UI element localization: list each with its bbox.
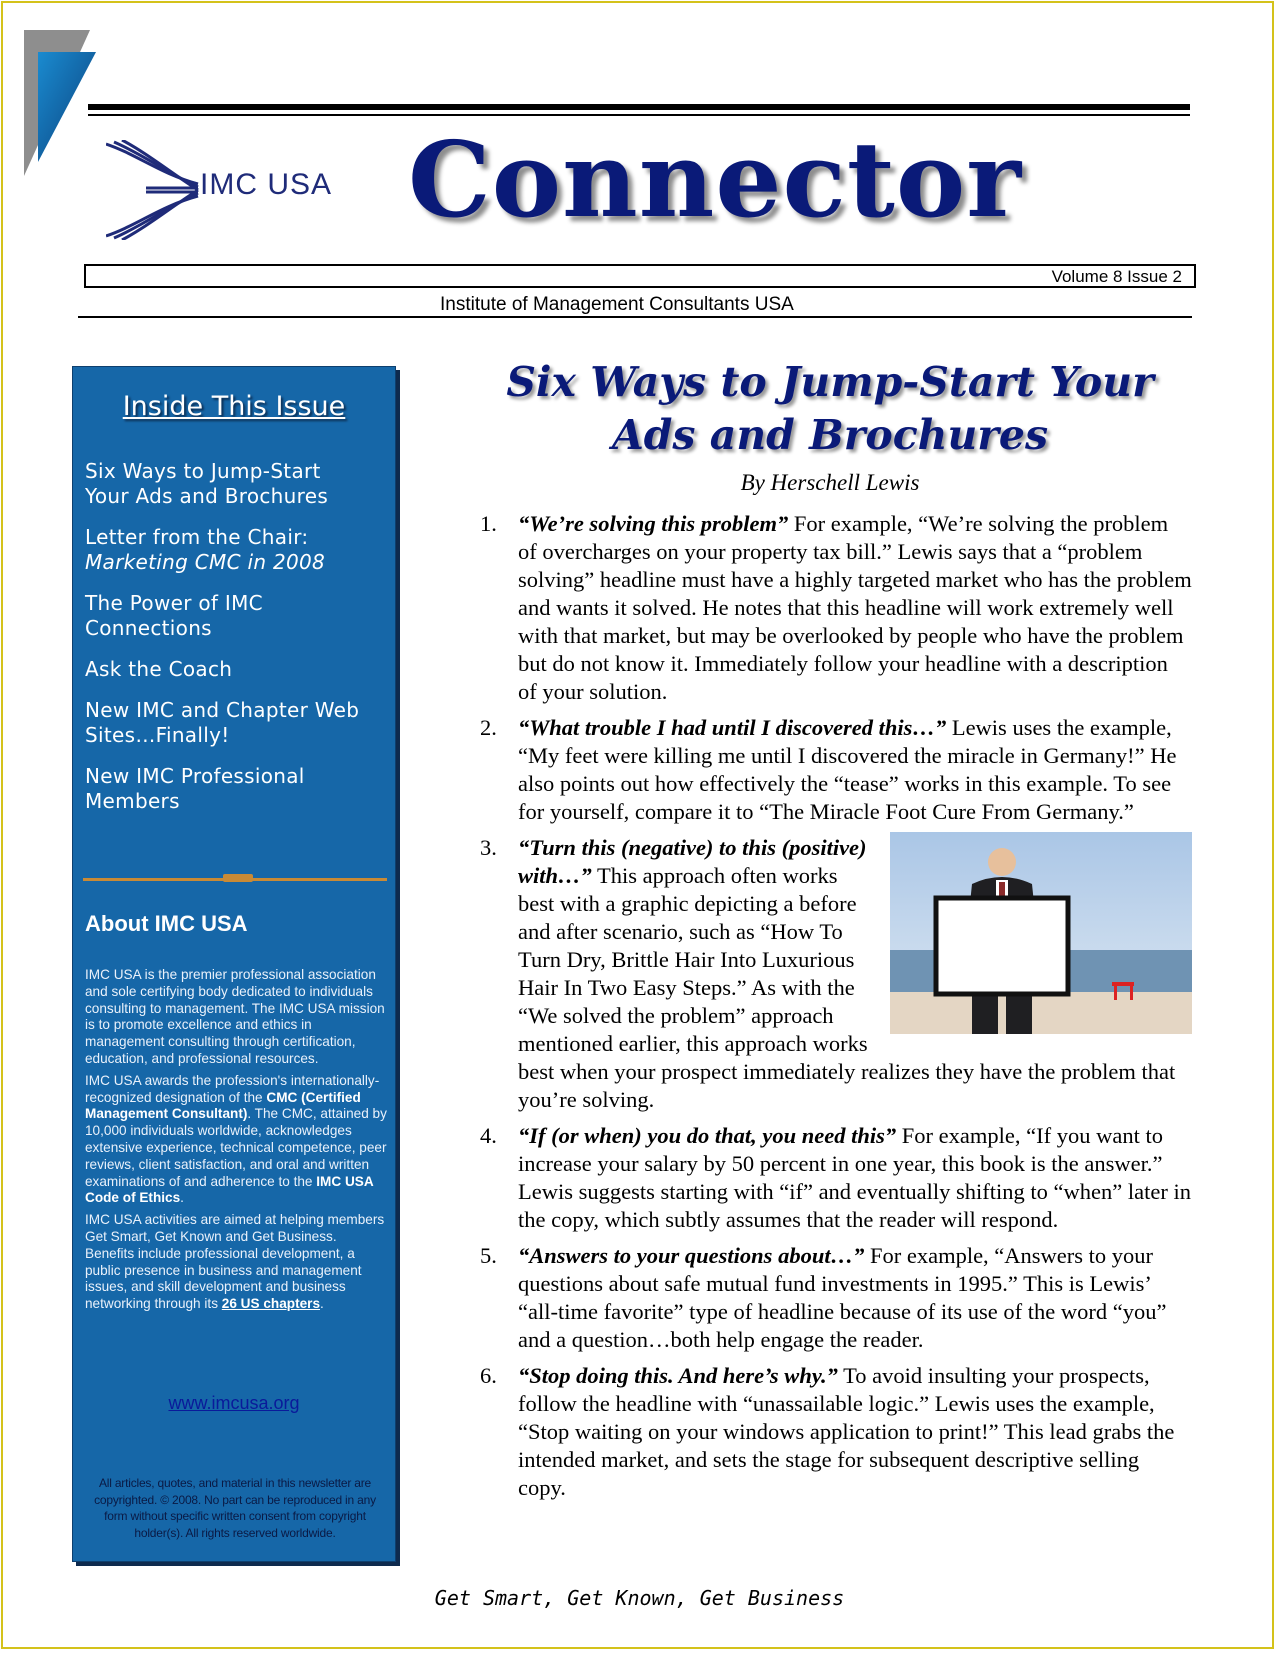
toc-item[interactable]: Ask the Coach	[85, 657, 233, 681]
toc-item[interactable]: New IMC and Chapter Web Sites…Finally!	[85, 698, 360, 747]
article-byline: By Herschell Lewis	[740, 470, 920, 495]
list-item: 3. “Turn this (negative) to this (positive) with…” This approach often works best with a graphic depicting a before and after scenario, such as “How To Turn Dry, Brittle Hair Into Luxurious Hair In Two Easy Steps.” As with the “We solved the problem” approach mentioned earlier, this approach works best when your prospect immediately realizes they have the problem that you’re solving.	[480, 834, 1192, 1114]
header-rule-thin	[88, 114, 1190, 116]
volume-bar	[84, 264, 1196, 288]
corner-ribbon-graphic	[24, 30, 104, 176]
toc-item[interactable]: The Power of IMC Connections	[85, 591, 263, 640]
chapters-link[interactable]: 26 US chapters	[221, 1296, 321, 1312]
logo-wordmark: IMC USA	[200, 168, 333, 201]
list-item: 6. “Stop doing this. And here’s why.” To avoid insulting your prospects, follow the headline with “unassailable logic.” Lewis uses the example, “Stop waiting on your windows application to print!” This lead grabs the intended market, and sets the stage for subsequent descriptive selling copy.	[480, 1363, 1175, 1500]
toc-item[interactable]: Letter from the Chair: Marketing CMC in 2008	[85, 525, 326, 574]
businessman-holding-sign-photo	[890, 832, 1192, 1034]
organization-name: Institute of Management Consultants USA	[440, 294, 794, 315]
about-text	[85, 967, 389, 1318]
article-list	[480, 510, 1192, 1510]
sidebar-panel	[72, 366, 396, 1562]
list-item: 1. “We’re solving this problem” For example, “We’re solving the problem of overcharges on your property tax bill.” Lewis says that a “problem solving” headline must have a highly targeted market who has the problem and wants it solved. He notes that this headline will work extremely well with that market, but may be overlooked by people who have the problem but do not know it. Immediately follow your headline with a description of your solution.	[480, 511, 1192, 704]
volume-issue: Volume 8 Issue 2	[1051, 267, 1182, 286]
toc-item[interactable]: Six Ways to Jump-Start Your Ads and Brochures	[85, 459, 329, 508]
about-paragraph-1: IMC USA is the premier professional association and sole certifying body dedicated to individuals consulting to management. The IMC USA mission is to promote excellence and ethics in management consulting through certification, education, and professional resources.	[85, 967, 385, 1066]
header-rule-thick	[88, 104, 1190, 110]
about-paragraph-2: IMC USA awards the profession's internationally-recognized designation of the CMC (Certified Management Consultant). The CMC, attained by 10,000 individuals worldwide, acknowledges extensive experience, technical competence, peer reviews, client satisfaction, and oral and written examinations of and adherence to the IMC USA Code of Ethics.	[85, 1072, 387, 1206]
list-item: 2. “What trouble I had until I discovered this…” Lewis uses the example, “My feet were killing me until I discovered the miracle in Germany!” He also points out how effectively the “tease” works in this example. To see for yourself, compare it to “The Miracle Foot Cure From Germany.”	[480, 715, 1177, 824]
copyright-notice: All articles, quotes, and material in this newsletter are copyrighted. © 2008. No part can be reproduced in any form without specific written consent from copyright holder(s). All rights reserved worldwide.	[94, 1476, 376, 1540]
toc-item[interactable]: New IMC Professional Members	[85, 764, 305, 813]
article-title: Six Ways to Jump-Start Your Ads and Brochures	[506, 358, 1154, 459]
org-rule	[78, 316, 1192, 318]
list-item: 4. “If (or when) you do that, you need this” For example, “If you want to increase your salary by 50 percent in one year, this book is the answer.” Lewis suggests starting with “if” and eventually shifting to “when” later in the copy, which subtly assumes that the reader will respond.	[480, 1123, 1191, 1232]
about-paragraph-3: IMC USA activities are aimed at helping members Get Smart, Get Known and Get Business. Benefits include professional development, a public presence in business and management issues, and skill development and business networking through its 26 US chapters.	[85, 1212, 385, 1312]
list-item: 5. “Answers to your questions about…” For example, “Answers to your questions about safe mutual fund investments in 1995.” This is Lewis’ “all-time favorite” type of headline because of its use of the word “you” and a question…both help engage the reader.	[480, 1243, 1167, 1352]
website-link[interactable]: www.imcusa.org	[168, 1393, 300, 1413]
table-of-contents	[85, 459, 385, 830]
about-heading: About IMC USA	[85, 911, 248, 936]
sidebar-title: Inside This Issue	[122, 391, 346, 422]
footer-tagline: Get Smart, Get Known, Get Business	[434, 1586, 845, 1610]
masthead-title: Connector	[408, 118, 1023, 241]
sidebar-divider-ornament	[223, 874, 253, 882]
